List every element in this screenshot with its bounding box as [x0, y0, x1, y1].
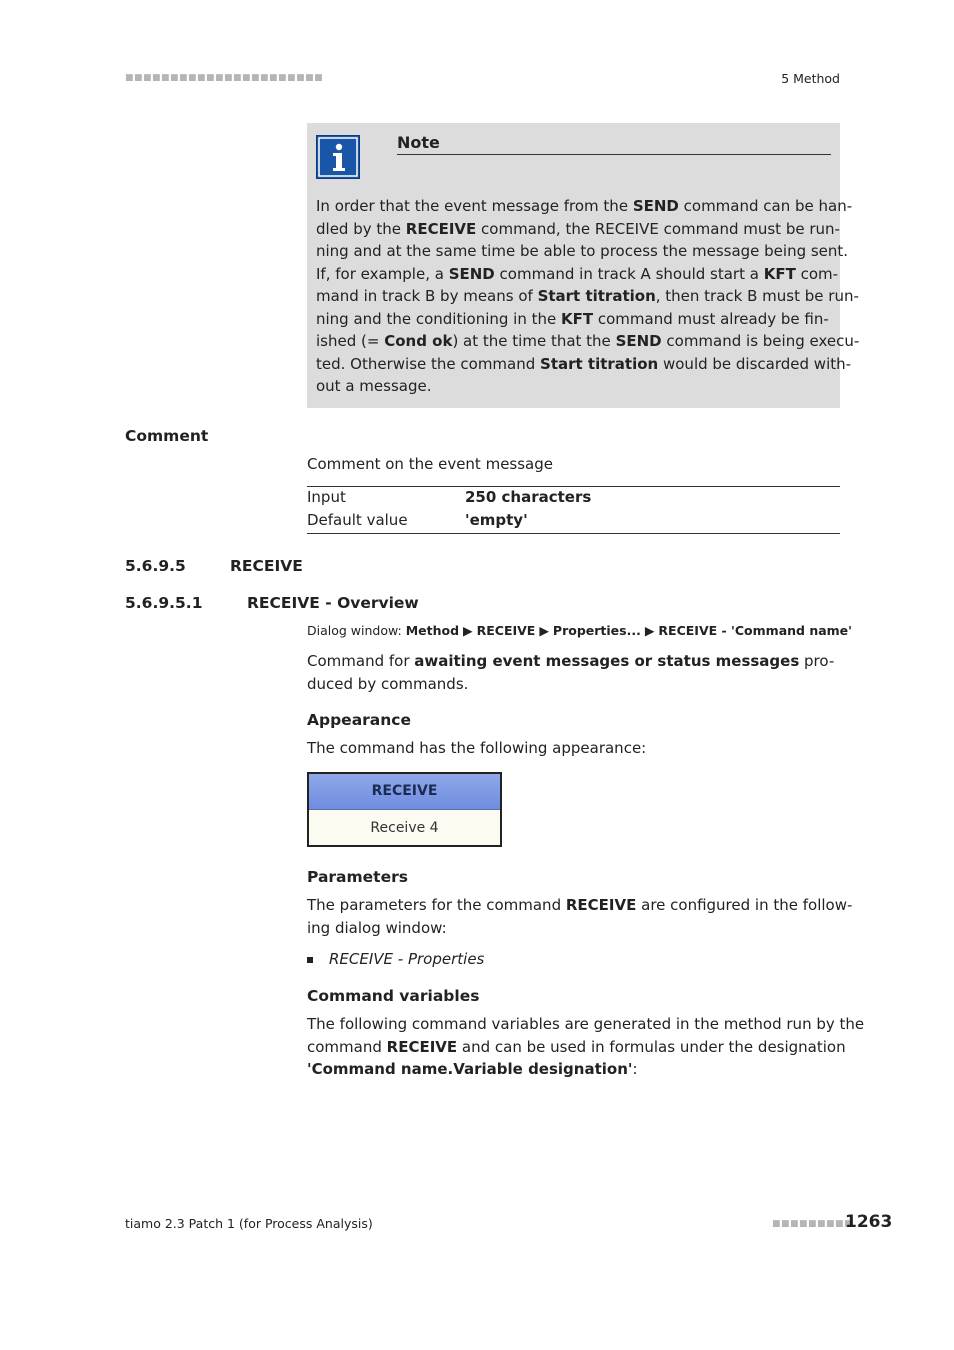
table-row	[307, 487, 840, 510]
command-box-name: Receive 4	[309, 810, 500, 845]
bullet-text: RECEIVE - Properties	[329, 950, 485, 968]
text-line: ing dialog window:	[307, 918, 447, 937]
text-line: duced by commands.	[307, 674, 469, 693]
parameter-table	[307, 486, 840, 534]
bold-term: RECEIVE	[386, 1037, 458, 1056]
bold-term: Method	[405, 623, 460, 638]
variables-heading: Command variables	[307, 987, 480, 1005]
bullet-square-icon	[307, 957, 313, 963]
table-row	[307, 510, 840, 533]
bold-term: KFT	[561, 309, 594, 328]
parameters-text	[307, 894, 853, 939]
text-line: In order that the event message from the SEND command can be han-	[316, 197, 853, 215]
command-appearance-box	[307, 772, 502, 847]
text-line: If, for example, a SEND command in track A should start a KFT com-	[316, 264, 839, 283]
footer-marker: ■■■■■■■■■	[772, 1219, 854, 1229]
bold-term: SEND	[448, 264, 495, 283]
subsection-title: RECEIVE - Overview	[247, 594, 419, 612]
intro-text	[307, 650, 847, 695]
row-key: Default value	[307, 511, 408, 529]
bold-term: awaiting event messages or status messages	[414, 652, 800, 670]
variables-text	[307, 1013, 865, 1081]
row-key: Input	[307, 488, 346, 506]
row-value: 'empty'	[465, 511, 528, 529]
text-line: out a message.	[316, 377, 432, 395]
bold-term: RECEIVE	[476, 623, 536, 638]
header-marker: ■■■■■■■■■■■■■■■■■■■■■■	[125, 73, 324, 83]
comment-label: Comment	[125, 427, 209, 445]
section-title: RECEIVE	[230, 557, 303, 575]
text-line: 'Command name.Variable designation':	[307, 1060, 638, 1078]
text-line: ning and at the same time be able to process the message being sent.	[316, 242, 849, 260]
footer-product: tiamo 2.3 Patch 1 (for Process Analysis)	[125, 1216, 373, 1231]
comment-description: Comment on the event message	[307, 455, 553, 473]
text-line: The following command variables are generated in the method run by the	[307, 1015, 865, 1033]
bold-term: SEND	[632, 197, 679, 215]
bold-term: 'Command name.Variable designation'	[307, 1060, 633, 1078]
bold-term: Start titration	[540, 354, 659, 373]
text-line: ning and the conditioning in the KFT command must already be fin-	[316, 309, 829, 328]
text-line: ished (= Cond ok) at the time that the SEND command is being execu-	[316, 332, 860, 350]
bold-term: Start titration	[537, 287, 656, 305]
appearance-text: The command has the following appearance:	[307, 739, 647, 757]
note-body	[316, 195, 860, 398]
text-line: Command for awaiting event messages or status messages pro-	[307, 652, 835, 670]
bold-term: Properties...	[552, 623, 641, 638]
row-value: 250 characters	[465, 488, 592, 506]
bold-term: RECEIVE	[405, 219, 477, 238]
bold-term: Cond ok	[384, 332, 453, 350]
section-number: 5.6.9.5	[125, 557, 186, 575]
header-section: 5 Method	[781, 71, 840, 86]
page-number: 1263	[845, 1212, 893, 1232]
text-line: command RECEIVE and can be used in formulas under the designation	[307, 1037, 846, 1056]
text-line: dled by the RECEIVE command, the RECEIVE command must be run-	[316, 219, 840, 238]
info-icon	[316, 135, 360, 179]
subsection-number: 5.6.9.5.1	[125, 594, 203, 612]
command-box-title: RECEIVE	[309, 774, 500, 810]
text-line: ted. Otherwise the command Start titration would be discarded with-	[316, 354, 852, 373]
appearance-heading: Appearance	[307, 711, 411, 729]
dialog-path: Dialog window: Method ▶ RECEIVE ▶ Properties... ▶ RECEIVE - 'Command name'	[307, 623, 852, 638]
note-title: Note	[397, 133, 831, 155]
bold-term: SEND	[615, 332, 662, 350]
bold-term: KFT	[763, 264, 796, 283]
text-line: mand in track B by means of Start titration, then track B must be run-	[316, 287, 859, 305]
note-box	[307, 123, 860, 408]
bold-term: RECEIVE - 'Command name'	[658, 623, 852, 638]
parameters-heading: Parameters	[307, 868, 408, 886]
bold-term: RECEIVE	[565, 896, 637, 914]
text-line: The parameters for the command RECEIVE are configured in the follow-	[307, 896, 853, 914]
